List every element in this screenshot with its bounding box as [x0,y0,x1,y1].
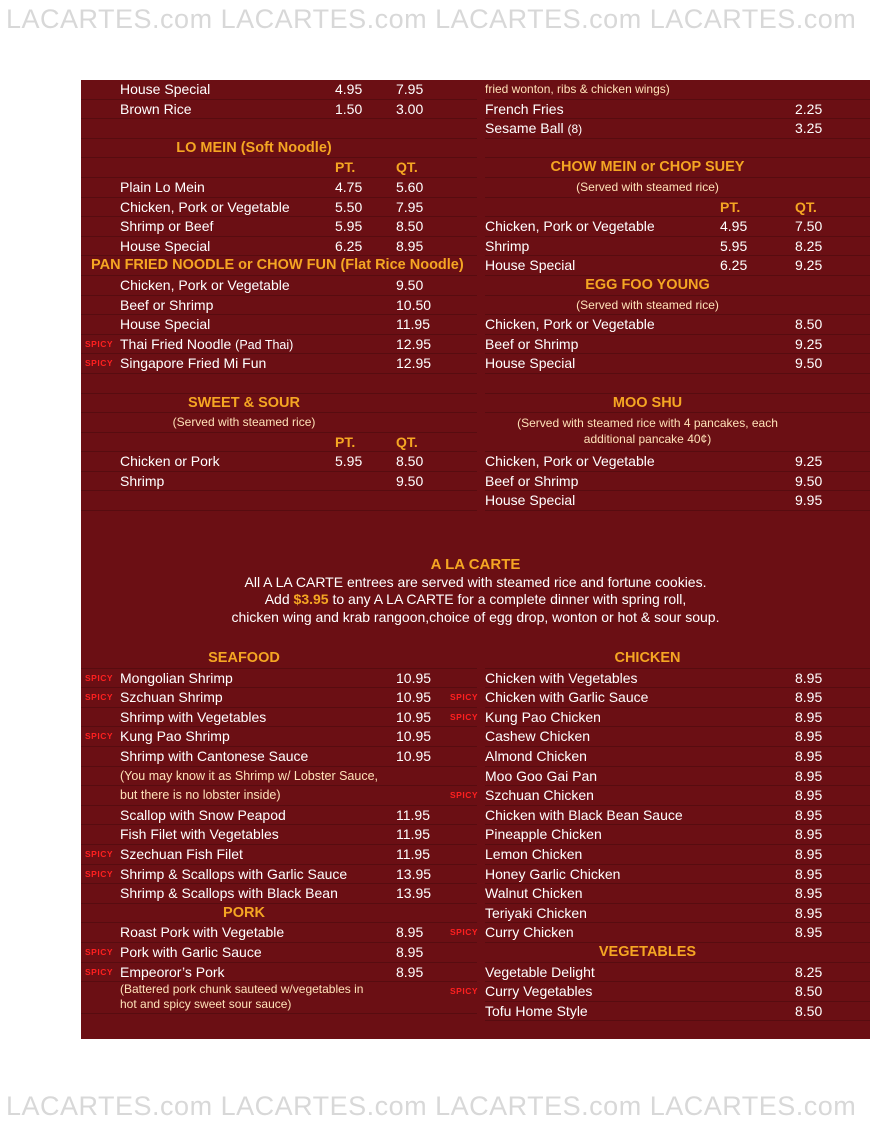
menu-item [485,747,870,767]
section-subtitle: (Served with steamed rice) [81,413,477,433]
menu-item [485,806,870,826]
menu-item [485,256,870,276]
menu-note [81,982,477,1014]
menu-item [81,237,477,257]
menu-item [485,80,870,100]
item-note: but there is no lobster inside) [120,788,281,803]
item-name: Chicken, Pork or Vegetable [485,453,655,470]
price-pt: 1.50 [335,100,363,117]
menu-item [485,904,870,924]
item-name: Szechuan Fish Filet [120,845,243,862]
price: 11.95 [396,826,430,843]
spicy-badge: SPICY [85,358,114,369]
price: 11.95 [396,316,430,333]
item-name: Shrimp with Cantonese Sauce [120,747,309,764]
menu-item [81,963,477,983]
spicy-badge: SPICY [450,986,479,997]
price-qt: 9.25 [795,257,823,274]
size-header [485,198,870,218]
section-subtitle: (Served with steamed rice with 4 pancakes, each additional pancake 40¢) [485,413,870,452]
section-subtitle: (Served with steamed rice) [485,296,870,316]
item-name: Teriyaki Chicken [485,904,587,921]
menu-item [81,335,477,355]
price-pt: 5.95 [720,237,748,254]
menu-note [81,786,477,806]
price: 10.50 [396,296,432,313]
item-name: Thai Fried Noodle (Pad Thai) [120,335,294,352]
lower-left-column [81,649,477,1014]
qt-label: QT. [396,433,418,450]
item-name: Beef or Shrimp [485,472,579,489]
item-note: (8) [567,122,583,137]
spacer-row [485,139,870,159]
section-title-vegetables: VEGETABLES [485,943,870,963]
a-la-carte-line3: chicken wing and krab rangoon,choice of egg drop, wonton or hot & sour soup. [231,609,720,625]
item-name: Shrimp with Vegetables [120,708,267,725]
menu-item [485,354,870,374]
menu-item [485,1002,870,1022]
price-qt: 9.50 [396,472,424,489]
price: 12.95 [396,335,432,352]
item-note: (Pad Thai) [235,337,294,352]
menu-item [81,806,477,826]
menu-item [450,982,870,1002]
menu-item [485,217,870,237]
right-column [485,80,870,511]
price: 8.95 [795,806,823,823]
section-title-seafood: SEAFOOD [81,649,477,669]
item-name: House Special [485,257,576,274]
price: 8.95 [795,787,823,804]
item-name: Brown Rice [120,100,192,117]
item-name: House Special [120,237,211,254]
menu-item [485,963,870,983]
menu-item [485,119,870,139]
menu-item [81,884,477,904]
item-name: Lemon Chicken [485,845,583,862]
price-qt: 8.25 [795,237,823,254]
price-qt: 7.50 [795,218,823,235]
price: 8.95 [396,963,424,980]
price-pt: 4.95 [720,218,748,235]
spacer-row [81,491,477,511]
item-name: French Fries [485,100,564,117]
price: 8.95 [795,728,823,745]
a-la-carte-line2: Add $3.95 to any A LA CARTE for a complete dinner with spring roll, [264,591,687,607]
price: 8.95 [795,924,823,941]
item-name: Pork with Garlic Sauce [120,943,262,960]
item-name: Chicken, Pork or Vegetable [485,316,655,333]
a-la-carte-title: A LA CARTE [430,556,521,573]
section-title-pork: PORK [81,904,477,924]
menu-item [81,296,477,316]
menu-item [485,452,870,472]
item-name: Cashew Chicken [485,728,591,745]
item-name: Kung Pao Chicken [485,708,601,725]
price-qt: 8.95 [396,237,424,254]
menu-item [81,452,477,472]
spicy-badge: SPICY [85,966,114,977]
menu-note [81,767,477,787]
price: 13.95 [396,865,432,882]
price: 8.50 [795,1002,823,1019]
item-name: Curry Vegetables [485,983,593,1000]
price: 9.50 [396,276,424,293]
menu-item [485,884,870,904]
menu-item [81,708,477,728]
price: 8.95 [795,885,823,902]
item-name: Shrimp & Scallops with Black Bean [120,885,338,902]
menu-item [81,688,477,708]
menu-item [81,178,477,198]
price-pt: 5.50 [335,198,363,215]
section-title-chow-mein: CHOW MEIN or CHOP SUEY [485,158,870,178]
item-name: Szchuan Chicken [485,787,594,804]
item-name: Walnut Chicken [485,885,583,902]
price: 3.25 [795,120,823,137]
price: 8.95 [795,747,823,764]
item-name: Chicken, Pork or Vegetable [485,218,655,235]
pt-label: PT. [335,159,356,176]
menu-item [81,747,477,767]
price: 9.50 [795,355,823,372]
price: 11.95 [396,806,430,823]
menu-item [485,100,870,120]
price: 9.25 [795,453,823,470]
menu-item [450,786,870,806]
price: 8.95 [795,767,823,784]
price-qt: 5.60 [396,178,424,195]
section-title-moo-shu: MOO SHU [485,394,870,414]
menu-item [81,80,477,100]
item-name: Beef or Shrimp [485,335,579,352]
item-note: (Battered pork chunk sauteed w/vegetables in hot and spicy sweet sour sauce) [120,982,364,1012]
item-name: Beef or Shrimp [120,296,214,313]
item-name: Curry Chicken [485,924,574,941]
menu-item [81,472,477,492]
left-column [81,80,477,511]
price: 12.95 [396,355,432,372]
menu-item [81,198,477,218]
menu-item [81,845,477,865]
price: 10.95 [396,728,432,745]
price: 8.95 [795,689,823,706]
spacer-row [81,119,477,139]
item-name: Mongolian Shrimp [120,669,233,686]
watermark-bottom: LACARTES.com LACARTES.com LACARTES.com LACARTES.com [6,1091,857,1121]
item-note: (You may know it as Shrimp w/ Lobster Sauce, [120,768,378,783]
price: 8.95 [795,669,823,686]
spicy-badge: SPICY [85,946,114,957]
qt-label: QT. [795,198,817,215]
menu-item [485,315,870,335]
spicy-badge: SPICY [85,338,114,349]
spicy-badge: SPICY [85,868,114,879]
price-qt: 3.00 [396,100,424,117]
menu-item [450,923,870,943]
price: 8.50 [795,983,823,1000]
price-qt: 8.50 [396,218,424,235]
menu-item [81,669,477,689]
price-pt: 4.95 [335,81,363,97]
item-name: Shrimp [485,237,530,254]
menu-item [81,100,477,120]
item-name: Kung Pao Shrimp [120,728,230,745]
price-qt: 8.50 [396,453,424,470]
menu-item [485,845,870,865]
price: 8.95 [795,708,823,725]
spicy-badge: SPICY [85,692,114,703]
menu-item [81,727,477,747]
item-name: Plain Lo Mein [120,178,205,195]
item-name: Chicken or Pork [120,453,220,470]
menu-item [485,237,870,257]
qt-label: QT. [396,159,418,176]
price-pt: 5.95 [335,453,363,470]
price-qt: 7.95 [396,81,424,97]
item-name: Chicken with Black Bean Sauce [485,806,683,823]
price: 8.95 [396,943,424,960]
spicy-badge: SPICY [450,927,479,938]
item-name: Chicken, Pork or Vegetable [120,276,290,293]
menu-item [485,491,870,511]
menu-item [81,354,477,374]
a-la-carte-line1: All A LA CARTE entrees are served with steamed rice and fortune cookies. [244,574,707,590]
pt-label: PT. [335,433,356,450]
price: 8.95 [795,904,823,921]
menu-item [485,767,870,787]
price: 8.95 [795,865,823,882]
spacer-row [485,374,870,394]
item-name: Shrimp or Beef [120,218,214,235]
item-name: Chicken with Garlic Sauce [485,689,649,706]
item-name: Scallop with Snow Peapod [120,806,286,823]
menu-item [485,727,870,747]
lower-right-column [450,649,870,1021]
price: 10.95 [396,708,432,725]
dinner-price: $3.95 [293,591,329,607]
menu-item [485,335,870,355]
section-subtitle: (Served with steamed rice) [485,178,870,198]
price-qt: 7.95 [396,198,424,215]
item-name: Fish Filet with Vegetables [120,826,279,843]
item-name: House Special [120,81,211,97]
item-note: fried wonton, ribs & chicken wings) [485,82,670,96]
price: 8.50 [795,316,823,333]
price: 13.95 [396,885,432,902]
menu-item [81,943,477,963]
item-name: Honey Garlic Chicken [485,865,621,882]
price: 8.95 [396,924,424,941]
item-name: Tofu Home Style [485,1002,588,1019]
price: 8.95 [795,845,823,862]
menu-item [485,669,870,689]
spicy-badge: SPICY [450,790,479,801]
watermark-top: LACARTES.com LACARTES.com LACARTES.com LACARTES.com [6,4,857,34]
price: 10.95 [396,689,432,706]
price: 10.95 [396,747,432,764]
item-name: Chicken with Vegetables [485,669,638,686]
price: 9.25 [795,335,823,352]
item-name: Shrimp & Scallops with Garlic Sauce [120,865,348,882]
menu-item [485,472,870,492]
spicy-badge: SPICY [450,692,479,703]
price: 9.50 [795,472,823,489]
item-name: Roast Pork with Vegetable [120,924,285,941]
item-name: Shrimp [120,472,165,489]
price-pt: 5.95 [335,218,363,235]
price: 2.25 [795,100,823,117]
item-name: Moo Goo Gai Pan [485,767,598,784]
menu-item [81,315,477,335]
section-title-chicken: CHICKEN [485,649,870,669]
menu-item [81,825,477,845]
price-pt: 6.25 [335,237,363,254]
item-name: House Special [120,316,211,333]
item-name: House Special [485,492,576,509]
spacer-row [81,374,477,394]
section-title-egg-foo-young: EGG FOO YOUNG [485,276,870,296]
item-name: Pineapple Chicken [485,826,602,843]
menu-panel [81,80,870,1039]
section-title-pan-fried: PAN FRIED NOODLE or CHOW FUN (Flat Rice Noodle) [81,256,477,276]
menu-item [81,276,477,296]
price-pt: 6.25 [720,257,748,274]
item-name: Vegetable Delight [485,963,595,980]
item-name: Empeoror’s Pork [120,963,225,980]
item-name: Almond Chicken [485,747,587,764]
menu-item [81,217,477,237]
item-name: Szchuan Shrimp [120,689,223,706]
spicy-badge: SPICY [85,848,114,859]
size-header [81,158,477,178]
item-name: Sesame Ball (8) [485,120,583,137]
price: 8.25 [795,963,823,980]
menu-item [485,825,870,845]
price: 8.95 [795,826,823,843]
price-pt: 4.75 [335,178,363,195]
spicy-badge: SPICY [450,711,479,722]
item-name: Chicken, Pork or Vegetable [120,198,290,215]
item-name: House Special [485,355,576,372]
menu-item [485,865,870,885]
price: 9.95 [795,492,823,509]
spicy-badge: SPICY [85,672,114,683]
item-name: Singapore Fried Mi Fun [120,355,267,372]
price: 10.95 [396,669,432,686]
price: 11.95 [396,845,430,862]
size-header [81,433,477,453]
menu-item [450,708,870,728]
menu-item [81,865,477,885]
pt-label: PT. [720,198,741,215]
section-title-sweet-sour: SWEET & SOUR [81,394,477,414]
spicy-badge: SPICY [85,731,114,742]
section-title-lo-mein: LO MEIN (Soft Noodle) [81,139,477,159]
menu-item [81,923,477,943]
menu-item [450,688,870,708]
